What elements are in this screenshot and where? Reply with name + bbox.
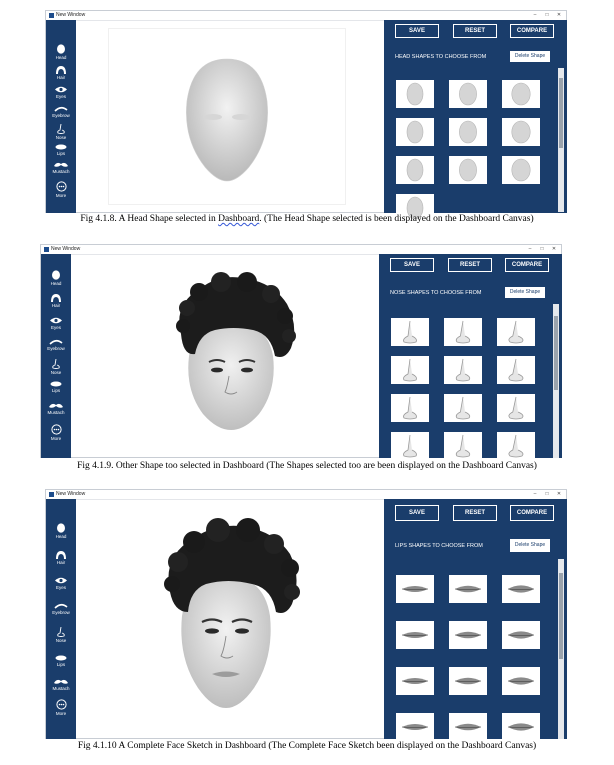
sidebar-item-label: Eyebrow — [52, 113, 70, 118]
lips-shape-preview — [502, 575, 540, 603]
shape-option[interactable] — [396, 621, 434, 649]
head-shape-preview — [449, 80, 487, 108]
lips-shape-preview — [396, 713, 434, 741]
sidebar-item-label: Mustach — [47, 410, 65, 415]
lips-icon — [55, 144, 67, 150]
sidebar-item-nose[interactable] — [46, 124, 76, 140]
hair-icon — [50, 294, 62, 302]
delete-shape-button[interactable]: Delete Shape — [510, 51, 550, 62]
dashboard-canvas[interactable] — [103, 264, 339, 444]
figure-3 — [0, 485, 614, 765]
panel-scrollbar[interactable] — [558, 68, 564, 212]
sidebar-item-label: More — [55, 711, 67, 716]
panel-title: LIPS SHAPES TO CHOOSE FROM — [395, 543, 483, 549]
shape-option[interactable] — [396, 156, 434, 184]
panel-title: NOSE SHAPES TO CHOOSE FROM — [390, 290, 482, 296]
window-title: New Window — [51, 246, 81, 252]
shape-option[interactable] — [502, 621, 540, 649]
sidebar-item-label: More — [55, 193, 67, 198]
maximize-icon[interactable]: □ — [545, 491, 549, 497]
nose-shape-preview — [391, 432, 429, 460]
sidebar-item-more[interactable] — [46, 181, 76, 198]
shape-option[interactable] — [502, 118, 540, 146]
head-shape-preview — [396, 80, 434, 108]
lips-shape-preview — [449, 621, 487, 649]
mustache-icon — [49, 403, 63, 409]
sidebar-item-label: Hair — [56, 75, 66, 80]
more-icon — [56, 181, 67, 192]
scrollbar-thumb[interactable] — [559, 78, 563, 148]
sidebar-item-head[interactable] — [41, 270, 71, 286]
sidebar-item-label: Nose — [55, 135, 67, 140]
shape-option[interactable] — [444, 394, 482, 422]
app-icon — [49, 13, 54, 18]
sidebar-item-label: Eyebrow — [47, 346, 65, 351]
complete-face-drawing — [108, 512, 344, 724]
sidebar-item-label: More — [50, 436, 62, 441]
sidebar-item-head[interactable] — [46, 523, 76, 539]
sidebar-item-label: Mustach — [52, 686, 70, 691]
sidebar-item-label: Head — [55, 55, 67, 60]
shape-thumbnails — [396, 575, 556, 739]
sidebar-item-nose[interactable] — [46, 627, 76, 643]
sidebar-item-label: Lips — [51, 388, 61, 393]
mustache-icon — [54, 679, 68, 685]
close-icon[interactable]: ✕ — [551, 246, 557, 252]
shape-option[interactable] — [449, 118, 487, 146]
dashboard-canvas[interactable] — [108, 512, 344, 724]
figure-2 — [0, 240, 614, 480]
lips-shape-preview — [449, 667, 487, 695]
minimize-icon[interactable]: – — [533, 491, 537, 497]
shape-option[interactable] — [449, 621, 487, 649]
sidebar-item-mustach[interactable] — [41, 403, 71, 415]
sidebar — [46, 499, 76, 739]
shape-panel — [379, 254, 562, 458]
sidebar — [46, 20, 76, 213]
caption-text: A Head Shape selected in — [118, 214, 219, 224]
lips-shape-preview — [502, 713, 540, 741]
head-shape-preview — [396, 118, 434, 146]
shape-option[interactable] — [396, 575, 434, 603]
sidebar-item-label: Eyebrow — [52, 610, 70, 615]
shape-option[interactable] — [502, 713, 540, 741]
caption-text: Other Shape too selected in Dashboard (The Shapes selected too are been displayed on the Dashboard Canvas) — [115, 461, 537, 471]
nose-shape-preview — [497, 356, 535, 384]
shape-option[interactable] — [497, 318, 535, 346]
minimize-icon[interactable]: – — [528, 246, 532, 252]
lips-shape-preview — [449, 713, 487, 741]
shape-thumbnails — [391, 318, 551, 458]
panel-scrollbar[interactable] — [553, 304, 559, 458]
sidebar-item-eyebrow[interactable] — [46, 603, 76, 615]
nose-shape-preview — [497, 432, 535, 460]
head-shape-preview — [449, 156, 487, 184]
lips-shape-preview — [396, 667, 434, 695]
shape-option[interactable] — [396, 667, 434, 695]
sidebar-item-more[interactable] — [46, 699, 76, 716]
dashboard-canvas[interactable] — [108, 28, 346, 205]
compare-button[interactable]: COMPARE — [505, 258, 549, 272]
sidebar-item-label: Eyes — [50, 325, 61, 330]
sidebar-item-label: Lips — [56, 151, 66, 156]
sidebar-item-lips[interactable] — [46, 655, 76, 667]
nose-shape-preview — [444, 318, 482, 346]
sidebar-item-eyebrow[interactable] — [46, 106, 76, 118]
sidebar-item-eyes[interactable] — [41, 317, 71, 330]
sidebar-item-eyes[interactable] — [46, 577, 76, 590]
caption-text: A Complete Face Sketch in Dashboard (The Complete Face Sketch been displayed on the Dashboard Canvas) — [118, 741, 537, 751]
sidebar-item-more[interactable] — [41, 424, 71, 441]
nose-shape-preview — [497, 318, 535, 346]
caption-keyword: Dashboard — [218, 214, 260, 224]
maximize-icon[interactable]: □ — [540, 246, 544, 252]
figure-number: Fig 4.1.8. — [80, 214, 117, 224]
sidebar-item-hair[interactable] — [41, 294, 71, 308]
shape-option[interactable] — [444, 318, 482, 346]
sidebar-item-eyebrow[interactable] — [41, 339, 71, 351]
maximize-icon[interactable]: □ — [545, 12, 549, 18]
reset-button[interactable]: RESET — [453, 24, 497, 38]
eyebrow-icon — [54, 106, 68, 112]
nose-shape-preview — [391, 318, 429, 346]
shape-option[interactable] — [449, 80, 487, 108]
caption-text-tail: . (The Head Shape selected is been displayed on the Dashboard Canvas) — [259, 214, 534, 224]
sidebar-item-mustach[interactable] — [46, 679, 76, 691]
shape-option[interactable] — [391, 356, 429, 384]
delete-shape-button[interactable]: Delete Shape — [510, 539, 550, 552]
nose-icon — [56, 124, 66, 134]
reset-button[interactable]: RESET — [448, 258, 492, 272]
head-shape-drawing — [109, 29, 345, 204]
panel-scrollbar[interactable] — [558, 559, 564, 739]
window-title: New Window — [56, 12, 86, 18]
eyebrow-icon — [49, 339, 63, 345]
sidebar-item-label: Head — [50, 281, 62, 286]
more-icon — [51, 424, 62, 435]
shape-option[interactable] — [497, 394, 535, 422]
head-shape-preview — [502, 156, 540, 184]
shape-option[interactable] — [502, 575, 540, 603]
shape-option[interactable] — [502, 667, 540, 695]
minimize-icon[interactable]: – — [533, 12, 537, 18]
sidebar-item-mustach[interactable] — [46, 162, 76, 174]
shape-option[interactable] — [444, 432, 482, 460]
sidebar-item-label: Eyes — [55, 585, 66, 590]
more-icon — [56, 699, 67, 710]
head-icon — [56, 523, 66, 533]
nose-shape-preview — [391, 356, 429, 384]
app-window — [45, 489, 567, 739]
sidebar-item-label: Eyes — [55, 94, 66, 99]
figure-caption — [0, 214, 614, 224]
lips-icon — [50, 381, 62, 387]
app-window — [45, 10, 567, 213]
hair-icon — [55, 66, 67, 74]
save-button[interactable]: SAVE — [390, 258, 434, 272]
save-button[interactable]: SAVE — [395, 505, 439, 521]
shape-option[interactable] — [502, 80, 540, 108]
shape-option[interactable] — [449, 156, 487, 184]
mustache-icon — [54, 162, 68, 168]
shape-option[interactable] — [391, 432, 429, 460]
sidebar-item-lips[interactable] — [46, 144, 76, 156]
app-icon — [44, 247, 49, 252]
sidebar-item-lips[interactable] — [41, 381, 71, 393]
shape-option[interactable] — [449, 713, 487, 741]
sidebar-item-nose[interactable] — [41, 359, 71, 375]
lips-shape-preview — [502, 621, 540, 649]
shape-option[interactable] — [391, 318, 429, 346]
figure-caption — [0, 461, 614, 471]
shape-option[interactable] — [497, 356, 535, 384]
nose-shape-preview — [444, 394, 482, 422]
head-shape-preview — [449, 118, 487, 146]
shape-option[interactable] — [449, 575, 487, 603]
head-icon — [56, 44, 66, 54]
head-shape-preview — [502, 118, 540, 146]
figure-1 — [0, 0, 614, 240]
sidebar-item-label: Mustach — [52, 169, 70, 174]
nose-shape-preview — [497, 394, 535, 422]
nose-icon — [51, 359, 61, 369]
shape-option[interactable] — [396, 80, 434, 108]
save-button[interactable]: SAVE — [395, 24, 439, 38]
head-icon — [51, 270, 61, 280]
hair-icon — [55, 551, 67, 559]
sidebar-item-label: Nose — [55, 638, 67, 643]
shape-option[interactable] — [502, 156, 540, 184]
lips-shape-preview — [449, 575, 487, 603]
shape-option[interactable] — [396, 713, 434, 741]
shape-panel — [384, 499, 567, 739]
eye-icon — [55, 577, 67, 584]
delete-shape-button[interactable]: Delete Shape — [505, 287, 545, 298]
head-shape-preview — [396, 156, 434, 184]
eyebrow-icon — [54, 603, 68, 609]
app-icon — [49, 492, 54, 497]
compare-button[interactable]: COMPARE — [510, 505, 554, 521]
shape-option[interactable] — [497, 432, 535, 460]
lips-shape-preview — [396, 621, 434, 649]
figure-number: Fig 4.1.10 — [77, 741, 117, 751]
eye-icon — [50, 317, 62, 324]
head-shape-preview — [502, 80, 540, 108]
sidebar-item-head[interactable] — [46, 44, 76, 60]
window-title: New Window — [56, 491, 86, 497]
nose-icon — [56, 627, 66, 637]
close-icon[interactable]: ✕ — [556, 491, 562, 497]
face-with-hair-drawing — [103, 264, 339, 444]
nose-shape-preview — [444, 356, 482, 384]
app-window — [40, 244, 562, 458]
sidebar — [41, 254, 71, 458]
shape-option[interactable] — [449, 667, 487, 695]
lips-shape-preview — [396, 575, 434, 603]
scrollbar-thumb[interactable] — [559, 573, 563, 659]
close-icon[interactable]: ✕ — [556, 12, 562, 18]
sidebar-item-label: Hair — [56, 560, 66, 565]
shape-option[interactable] — [396, 118, 434, 146]
compare-button[interactable]: COMPARE — [510, 24, 554, 38]
lips-icon — [55, 655, 67, 661]
lips-shape-preview — [502, 667, 540, 695]
figure-number: Fig 4.1.9. — [77, 461, 114, 471]
nose-shape-preview — [444, 432, 482, 460]
sidebar-item-label: Nose — [50, 370, 62, 375]
scrollbar-thumb[interactable] — [554, 316, 558, 390]
shape-thumbnails — [396, 80, 556, 212]
sidebar-item-label: Lips — [56, 662, 66, 667]
sidebar-item-hair[interactable] — [46, 551, 76, 565]
sidebar-item-label: Hair — [51, 303, 61, 308]
nose-shape-preview — [391, 394, 429, 422]
reset-button[interactable]: RESET — [453, 505, 497, 521]
panel-title: HEAD SHAPES TO CHOOSE FROM — [395, 54, 487, 60]
sidebar-item-hair[interactable] — [46, 66, 76, 80]
figure-caption — [0, 741, 614, 751]
eye-icon — [55, 86, 67, 93]
shape-option[interactable] — [391, 394, 429, 422]
sidebar-item-label: Head — [55, 534, 67, 539]
sidebar-item-eyes[interactable] — [46, 86, 76, 99]
shape-option[interactable] — [444, 356, 482, 384]
shape-panel — [384, 20, 567, 213]
